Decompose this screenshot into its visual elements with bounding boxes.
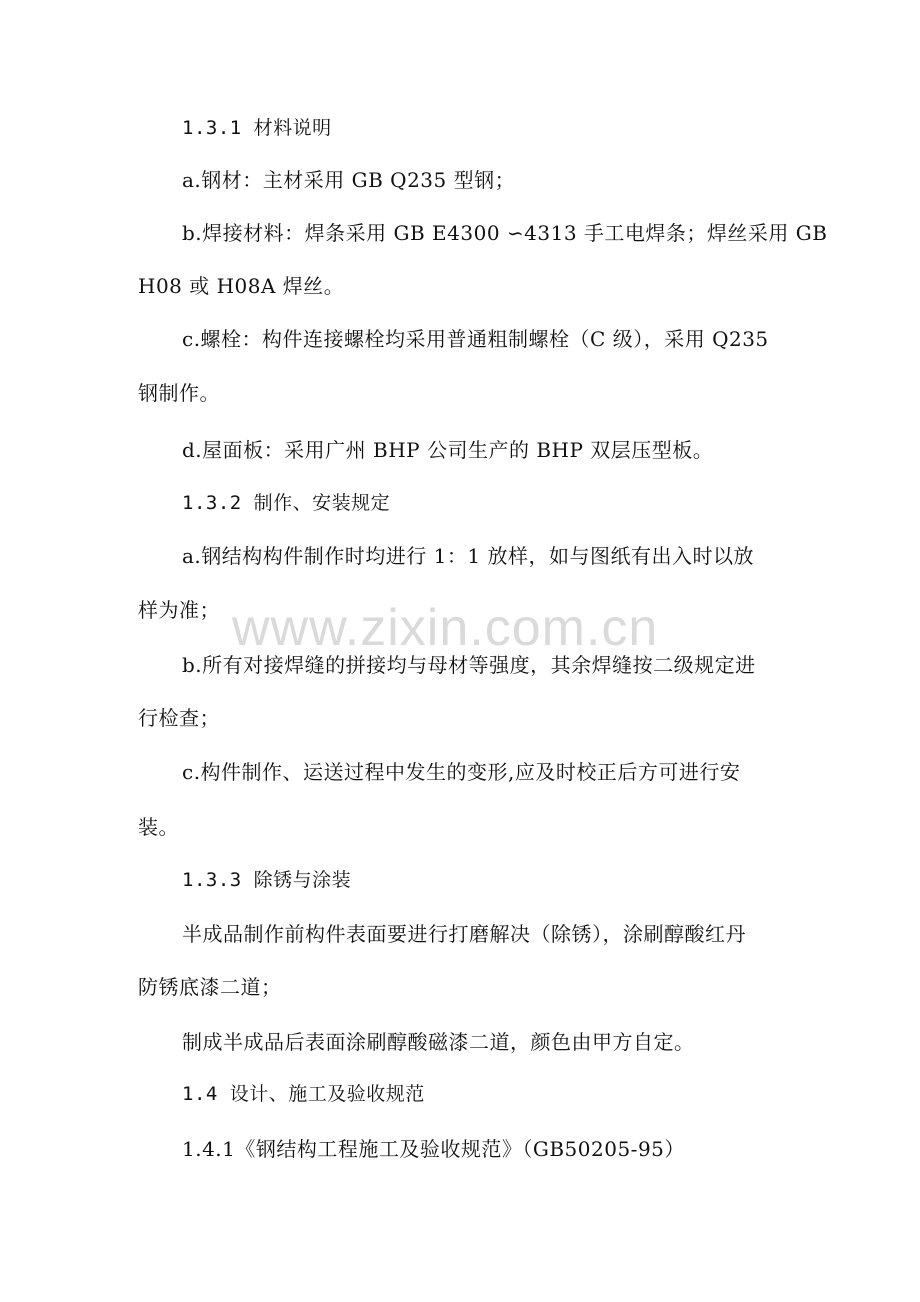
paragraph-line: a.钢材：主材采用 GB Q235 型钢；	[182, 168, 516, 192]
paragraph-line: c.螺栓：构件连接螺栓均采用普通粗制螺栓（C 级），采用 Q235	[182, 327, 769, 351]
paragraph-line: 行检查；	[138, 706, 220, 730]
paragraph-line: 装。	[138, 815, 179, 839]
paragraph-line: a.钢结构构件制作时均进行 1：1 放样，如与图纸有出入时以放	[182, 544, 754, 568]
paragraph-line: d.屋面板：采用广州 BHP 公司生产的 BHP 双层压型板。	[182, 438, 714, 462]
watermark: www.zixin.com.cn	[232, 599, 659, 657]
paragraph-line: 防锈底漆二道；	[138, 975, 282, 999]
paragraph-line: c.构件制作、运送过程中发生的变形,应及时校正后方可进行安	[182, 760, 741, 784]
section-heading-1-3-3: 1.3.3 除锈与涂装	[182, 869, 352, 891]
paragraph-line: 钢制作。	[138, 381, 220, 405]
paragraph-line: 半成品制作前构件表面要进行打磨解决（除锈），涂刷醇酸红丹	[182, 922, 746, 946]
paragraph-line: H08 或 H08A 焊丝。	[138, 274, 345, 298]
section-heading-1-3-2: 1.3.2 制作、安装规定	[182, 492, 391, 514]
section-heading-1-3-1: 1.3.1 材料说明	[182, 117, 332, 139]
paragraph-line: b.焊接材料：焊条采用 GB E4300 ∽4313 手工电焊条；焊丝采用 GB	[182, 221, 828, 245]
paragraph-line: b.所有对接焊缝的拼接均与母材等强度，其余焊缝按二级规定进	[182, 653, 756, 677]
paragraph-line: 样为准；	[138, 598, 220, 622]
paragraph-line: 制成半成品后表面涂刷醇酸磁漆二道，颜色由甲方自定。	[182, 1030, 695, 1054]
section-heading-1-4-1: 1.4.1《钢结构工程施工及验收规范》（GB50205-95）	[182, 1137, 685, 1161]
section-heading-1-4: 1.4 设计、施工及验收规范	[182, 1083, 425, 1105]
